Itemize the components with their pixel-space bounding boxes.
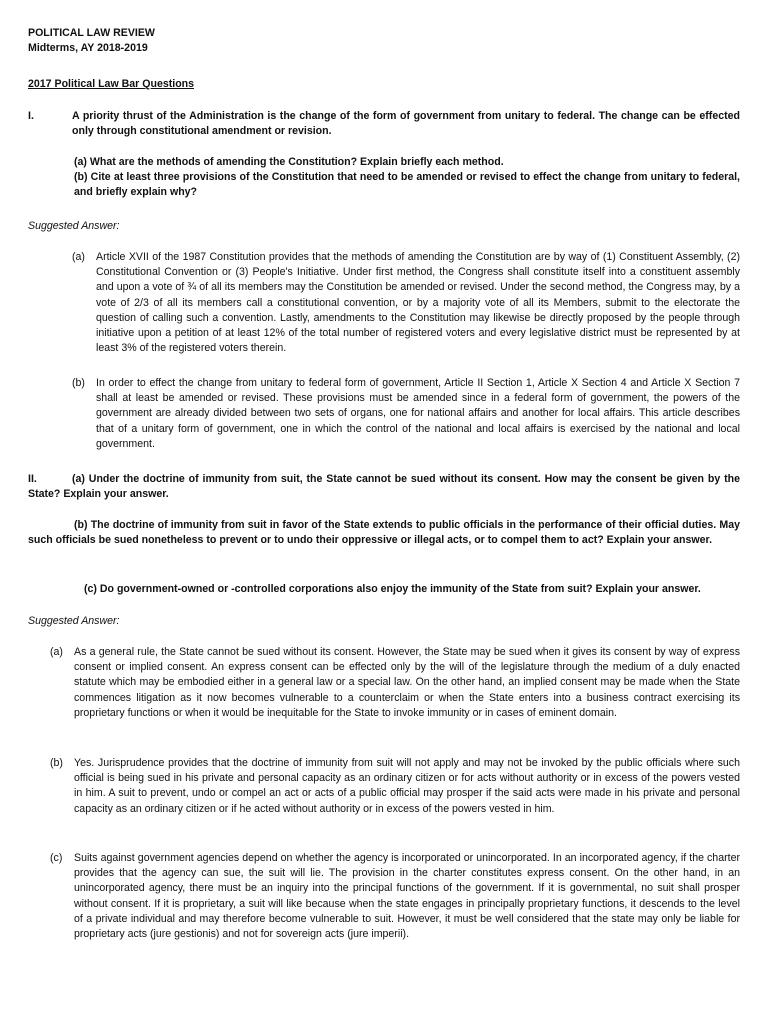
- document-header: [28, 26, 155, 56]
- answer-label: (b): [72, 377, 85, 389]
- question-2b-text: The doctrine of immunity from suit in favor of the State extends to public officials in the performance of their official duties. May such officials be sued nonetheless to prevent or to undo their oppressive or illegal acts, or to compel them to act? Explain your answer.: [28, 519, 740, 547]
- question-2b-label: (b): [74, 519, 88, 531]
- question-number: II.: [28, 473, 37, 485]
- answer-2c: [50, 851, 740, 942]
- answer-text: Article XVII of the 1987 Constitution provides that the methods of amending the Constitution are by way of (1) Constituent Assembly, (2) Constitutional Convention or (3) People's Initiative. Under first method, the Congress shall constitute itself into a constituent assembly and upon a vote of ¾ of all its members may the Constitution be amended or revised. Under the second method, the Congress may, by a vote of 2/3 of all its members call a constitutional convention, or by a majority vote of all its Members, submit to the electorate the question of calling such a convention. Lastly, amendments to the Constitution may likewise be directly proposed by the people through initiative upon a petition of at least 12% of the total number of registered voters and every legislative district must be represented by at least 3% of the registered voters therein.: [96, 251, 740, 355]
- question-1-subquestions: [74, 155, 740, 201]
- question-2b: [28, 518, 740, 548]
- answer-1b: [72, 376, 740, 452]
- question-1a: (a) What are the methods of amending the Constitution? Explain briefly each method.: [74, 156, 504, 168]
- answer-2a: [50, 645, 740, 721]
- question-1b: (b) Cite at least three provisions of the Constitution that need to be amended or revised to effect the change from unitary to federal, and briefly explain why?: [74, 171, 740, 199]
- answer-label: (a): [72, 251, 85, 263]
- question-1: [28, 109, 740, 139]
- question-1-text: A priority thrust of the Administration is the change of the form of government from unitary to federal. The change can be effected only through constitutional amendment or revision.: [72, 110, 740, 138]
- suggested-answer-label: Suggested Answer:: [28, 220, 120, 232]
- question-2a: [28, 472, 740, 502]
- section-title: 2017 Political Law Bar Questions: [28, 78, 195, 90]
- term-title: Midterms, AY 2018-2019: [28, 42, 148, 55]
- answer-text: As a general rule, the State cannot be sued without its consent. However, the State may be sued when it gives its consent by way of express consent or implied consent. An express consent can be effected only by the will of the legislature through the medium of a duly enacted statute which may be embodied either in a general law or a special law. On the other hand, an implied consent may be made when the State commences litigation as it now becomes vulnerable to a counterclaim or when the State enters into a business contract exercising its proprietary functions or when it would be inequitable for the State to invoke immunity or in cases of eminent domain.: [74, 646, 740, 719]
- answer-label: (a): [50, 646, 63, 658]
- answer-text: Yes. Jurisprudence provides that the doctrine of immunity from suit will not apply and may not be invoked by the public officials where such official is being sued in his private and personal capacity as an ordinary citizen or for acts without authority or in excess of the powers vested in him. A suit to prevent, undo or compel an act or acts of a public official may prosper if the said acts were made in his private and personal capacity as an ordinary citizen or if he acted without authority or in excess of the powers vested in him.: [74, 757, 740, 815]
- suggested-answer-label: Suggested Answer:: [28, 615, 120, 627]
- question-text: [72, 109, 740, 139]
- answer-text: In order to effect the change from unitary to federal form of government, Article II Section 1, Article X Section 4 and Article X Section 7 shall at least be amended or revised. These provisions must be amended since in a federal form of government, the powers of the government are already divided between two sets of organs, one for national affairs and another for local affairs. This article describes that of a unitary form of government, one in which the control of the national and local affairs is exercised by the national and local government.: [96, 377, 740, 450]
- answer-text: Suits against government agencies depend on whether the agency is incorporated or unincorporated. In an incorporated agency, if the charter provides that the agency can sue, the suit will lie. The provision in the charter constitutes express consent. On the other hand, in an unincorporated agency, there must be an inquiry into the principal functions of the government. If it is governmental, no suit shall prosper without consent. If it is proprietary, a suit will like because when the state engages in principally proprietary functions, it descends to the level of a private individual and may therefore become vulnerable to suit. However, it must be well considered that the state may only be liable for proprietary acts (jure gestionis) and not for sovereign acts (jure imperii).: [74, 852, 740, 941]
- question-2a-text: (a) Under the doctrine of immunity from suit, the State cannot be sued without its consent. How may the consent be given by the State? Explain your answer.: [28, 473, 740, 501]
- answer-1a: [72, 250, 740, 356]
- answer-2b: [50, 756, 740, 817]
- question-2c: (c) Do government-owned or -controlled corporations also enjoy the immunity of the State from suit? Explain your answer.: [84, 583, 701, 595]
- answer-label: (c): [50, 852, 63, 864]
- answer-label: (b): [50, 757, 63, 769]
- course-title: POLITICAL LAW REVIEW: [28, 27, 155, 39]
- question-number: I.: [28, 110, 34, 122]
